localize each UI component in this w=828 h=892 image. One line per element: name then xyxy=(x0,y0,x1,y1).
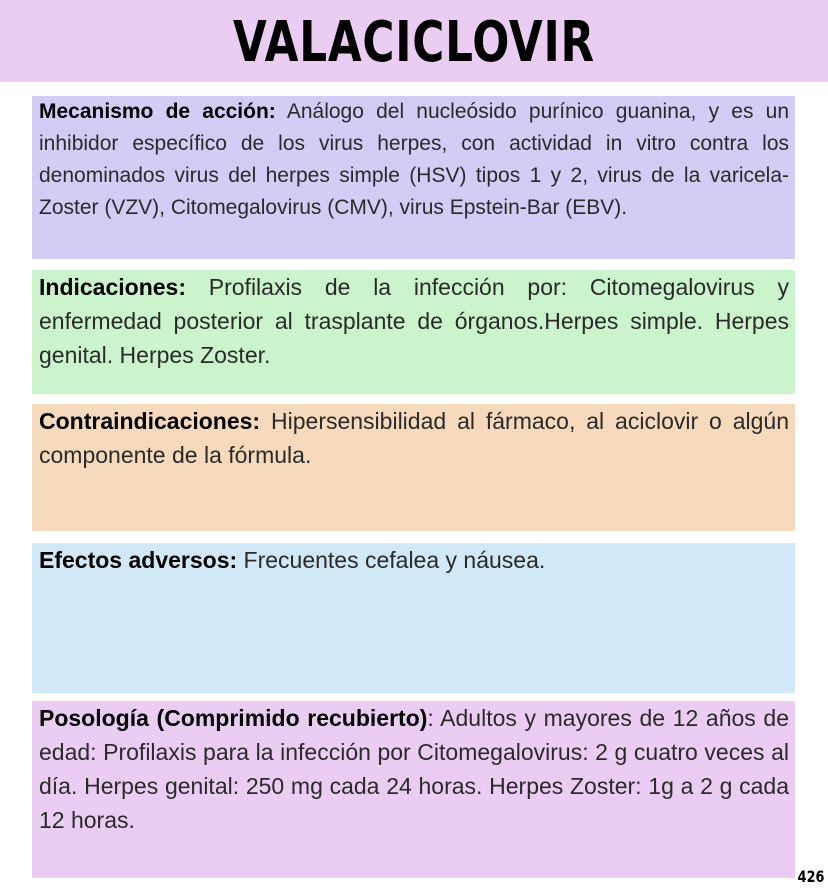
section-contraindications-label: Contraindicaciones: xyxy=(39,408,261,434)
section-posology-label: Posología (Comprimido recubierto) xyxy=(39,705,428,731)
section-posology-text: : Adultos y mayores de 12 años de edad: Profilaxis para la infección por Citomegalovirus: 2 g cuatro veces al día. Herpes genital: 250 mg cada 24 horas. Herpes Zoster: 1g a 2 g cada 12 horas. xyxy=(39,705,789,833)
section-adverse-effects xyxy=(32,543,795,693)
section-indications xyxy=(32,270,795,394)
page-title: VALACICLOVIR xyxy=(233,10,595,75)
section-adverse-effects-label: Efectos adversos: xyxy=(39,547,238,573)
section-contraindications xyxy=(32,404,795,531)
section-indications-text: Profilaxis de la infección por: Citomegalovirus y enfermedad posterior al trasplante de órganos.Herpes simple. Herpes genital. Herpes Zoster. xyxy=(39,274,789,368)
section-mechanism-text: Análogo del nucleósido purínico guanina, y es un inhibidor específico de los virus herpes, con actividad in vitro contra los denominados virus del herpes simple (HSV) tipos 1 y 2, virus de la varicela-Zoster (VZV), Citomegalovirus (CMV), virus Epstein-Bar (EBV). xyxy=(39,100,789,219)
section-mechanism xyxy=(32,96,795,259)
title-banner xyxy=(0,0,828,82)
section-indications-label: Indicaciones: xyxy=(39,274,186,300)
section-mechanism-label: Mecanismo de acción: xyxy=(39,100,276,123)
page-number: 426 xyxy=(797,867,824,886)
section-contraindications-text: Hipersensibilidad al fármaco, al aciclovir o algún componente de la fórmula. xyxy=(39,408,789,468)
section-posology xyxy=(32,701,795,878)
section-adverse-effects-text: Frecuentes cefalea y náusea. xyxy=(237,547,546,573)
